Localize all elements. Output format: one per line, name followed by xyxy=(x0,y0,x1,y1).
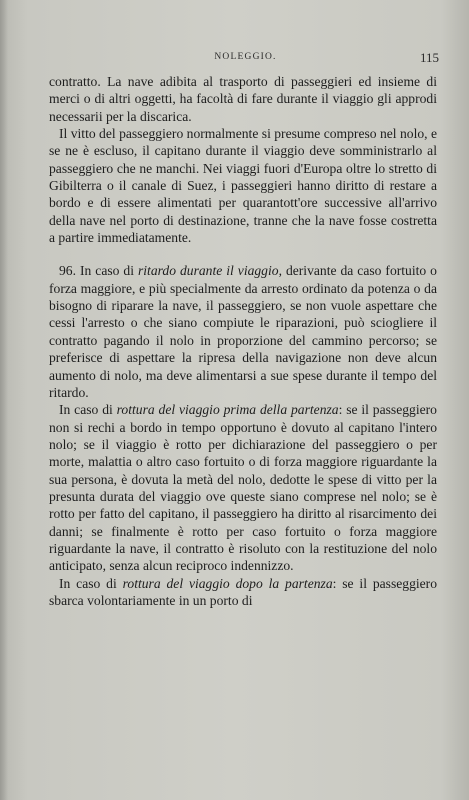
paragraph xyxy=(49,401,437,574)
running-head: NOLEGGIO. xyxy=(214,52,277,62)
italic-phrase: rottura del viaggio prima della partenza xyxy=(116,402,339,418)
paragraph-text: contratto. La nave adibita al trasporto di passeggieri ed insieme di merci o di altri oggetti, ha facoltà di fare durante il viaggio gli approdi necessarii per la discarica. xyxy=(49,74,437,124)
section-96-paragraph xyxy=(49,262,437,401)
page-header xyxy=(50,48,441,70)
paragraph xyxy=(49,575,437,610)
paragraph-text: Il vitto del passeggiero normalmente si presume compreso nel nolo, e se ne è escluso, il capitano durante il viaggio deve somministrarlo al passeggiero che ne manchi. Nei viaggi fuori d'Europa oltre lo stretto di Gibilterra o il canale di Suez, i passeggieri hanno diritto di restare a bordo e di essere alimentati per quarantott'ore successive all'arrivo della nave nel porto di destinazione, tranne che la nave fosse costretta a partire immediatamente. xyxy=(49,126,437,246)
paragraph-lead: In caso di xyxy=(79,263,134,279)
paragraph-lead: In caso di xyxy=(59,402,113,418)
paragraph-lead: In caso di xyxy=(59,575,117,591)
section-number: 96. xyxy=(59,263,76,279)
paragraph xyxy=(49,73,437,125)
paragraph-text: : se il passeggiero non si rechi a bordo in tempo opportuno è dovuto al capitano l'intero nolo; se il viaggio è rotto per dichiarazione del passeggiero o per morte, malattia o altro caso fortuito o di forza maggiore riguardante la sua persona, è dovuta la metà del nolo, dedotte le spese di vitto per la presunta durata del viaggio ove queste siano comprese nel nolo; se è rotto per fatto del capitano, il passeggiero ha diritto al risarcimento dei danni; se finalmente è rotto per caso fortuito o forza maggiore riguardante la nave, il contratto è risoluto con la restituzione del nolo anticipato, senza alcun reciproco indennizzo. xyxy=(49,402,437,574)
italic-phrase: ritardo durante il viaggio xyxy=(137,263,279,279)
paragraph xyxy=(49,125,437,246)
paragraph-text: : se il passeggiero sbarca volontariamente in un porto di xyxy=(49,575,438,608)
page-body xyxy=(49,73,437,609)
paragraph-text: , derivante da caso fortuito o forza maggiore, e più specialmente da arresto ordinato da potenza o da bisogno di riparare la nave, il passeggiero, se non vuole aspettare che cessi l'arresto o che siano compiute le riparazioni, può sciogliere il contratto pagando il nolo in proporzione del cammino percorso; se preferisce di aspettare la ripresa della navigazione non deve alcun aumento di nolo, ma deve alimentarsi a sue spese durante il tempo del ritardo. xyxy=(49,263,437,400)
italic-phrase: rottura del viaggio dopo la partenza xyxy=(122,575,333,591)
page-number: 115 xyxy=(419,50,439,65)
